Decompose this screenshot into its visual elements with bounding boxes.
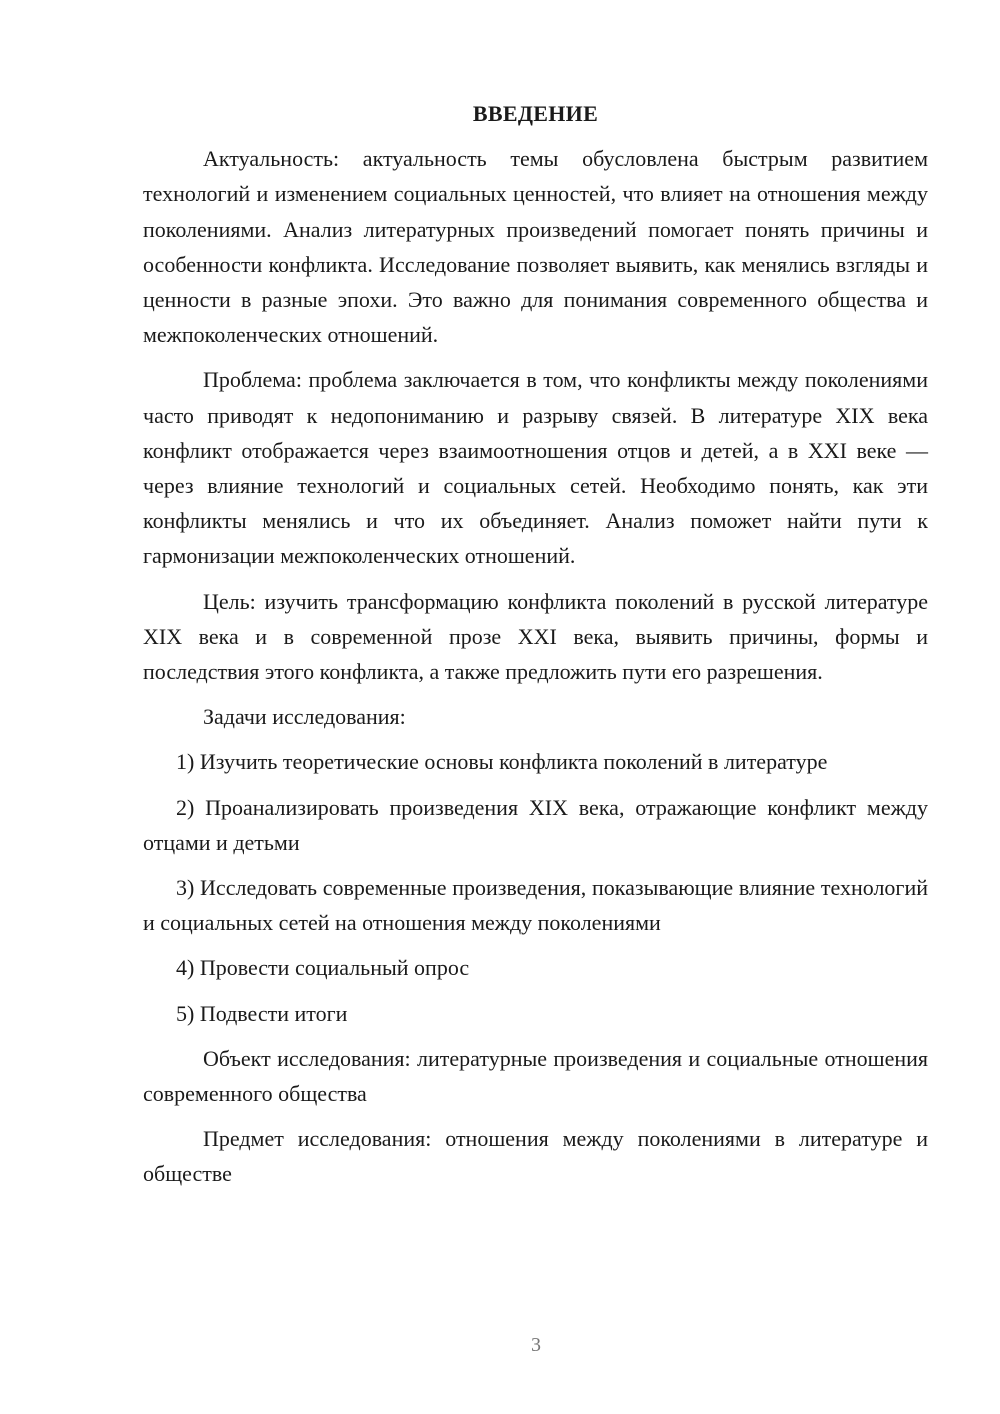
paragraph-object: Объект исследования: литературные произведения и социальные отношения современного общества	[143, 1045, 928, 1107]
tasks-heading: Задачи исследования:	[203, 704, 406, 730]
task-item: 4) Провести социальный опрос	[176, 955, 470, 981]
document-page	[143, 96, 928, 1202]
task-item: 3) Исследовать современные произведения, показывающие влияние технологий и социальных сетей на отношения между поколениями	[143, 875, 928, 936]
paragraph-relevance: Актуальность: актуальность темы обусловлена быстрым развитием технологий и изменением социальных ценностей, что влияет на отношения между поколениями. Анализ литературных произведений помогает понять причины и особенности конфликта. Исследование позволяет выявить, как менялись взгляды и ценности в разные эпохи. Это важно для понимания современного общества и межпоколенческих отношений.	[143, 146, 928, 348]
paragraph-goal: Цель: изучить трансформацию конфликта поколений в русской литературе XIX века и в современной прозе XXI века, выявить причины, формы и последствия этого конфликта, а также предложить пути его разрешения.	[143, 588, 928, 685]
paragraph-subject: Предмет исследования: отношения между поколениями в литературе и обществе	[143, 1126, 928, 1187]
section-title: ВВЕДЕНИЕ	[472, 101, 599, 126]
task-item: 1) Изучить теоретические основы конфликта поколений в литературе	[176, 749, 828, 775]
task-item: 5) Подвести итоги	[176, 1000, 348, 1026]
paragraph-problem: Проблема: проблема заключается в том, что конфликты между поколениями часто приводят к недопониманию и разрыву связей. В литературе XIX века конфликт отображается через взаимоотношения отцов и детей, а в XXI веке — через влияние технологий и социальных сетей. Необходимо понять, как эти конфликты менялись и что их объединяет. Анализ поможет найти пути к гармонизации межпоколенческих отношений.	[143, 367, 928, 569]
page-number: 3	[531, 1334, 541, 1356]
task-item: 2) Проанализировать произведения XIX века, отражающие конфликт между отцами и детьми	[143, 794, 928, 855]
